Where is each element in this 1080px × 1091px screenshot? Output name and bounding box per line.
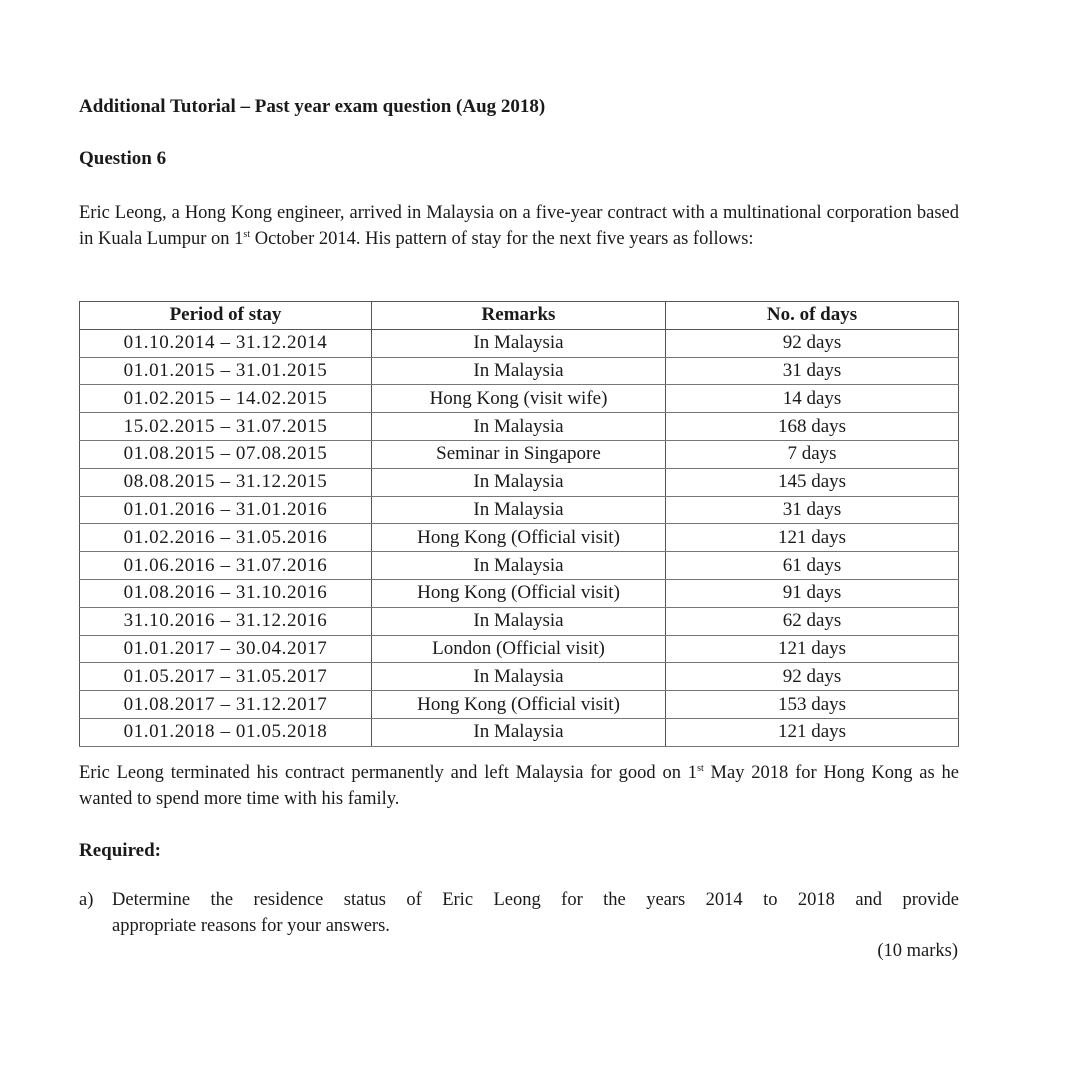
marks-label: (10 marks): [877, 941, 958, 961]
cell-days: 168 days: [666, 413, 959, 441]
closing-text-end: May 2018 for Hong Kong as he wanted to spend more time with his family.: [79, 763, 959, 809]
cell-period: 01.02.2015 – 14.02.2015: [80, 385, 372, 413]
cell-period: 01.01.2017 – 30.04.2017: [80, 635, 372, 663]
cell-period: 01.02.2016 – 31.05.2016: [80, 524, 372, 552]
cell-days: 31 days: [666, 357, 959, 385]
cell-days: 31 days: [666, 496, 959, 524]
closing-paragraph: [79, 760, 959, 812]
closing-ordinal-suffix: st: [697, 763, 704, 774]
cell-period: 01.10.2014 – 31.12.2014: [80, 329, 372, 357]
header-remarks: Remarks: [372, 302, 666, 330]
cell-period: 31.10.2016 – 31.12.2016: [80, 607, 372, 635]
cell-days: 121 days: [666, 524, 959, 552]
cell-period: 01.08.2017 – 31.12.2017: [80, 691, 372, 719]
table-header-row: [80, 302, 959, 330]
table-row: [80, 718, 959, 746]
cell-remarks: In Malaysia: [372, 357, 666, 385]
cell-days: 121 days: [666, 718, 959, 746]
part-a-label: a): [79, 890, 94, 910]
intro-text-end: October 2014. His pattern of stay for the next five years as follows:: [250, 229, 754, 249]
table-row: [80, 496, 959, 524]
table-row: [80, 579, 959, 607]
cell-remarks: Hong Kong (Official visit): [372, 579, 666, 607]
cell-remarks: In Malaysia: [372, 607, 666, 635]
cell-period: 01.01.2016 – 31.01.2016: [80, 496, 372, 524]
cell-remarks: Hong Kong (Official visit): [372, 524, 666, 552]
cell-days: 62 days: [666, 607, 959, 635]
cell-remarks: In Malaysia: [372, 413, 666, 441]
cell-remarks: London (Official visit): [372, 635, 666, 663]
cell-period: 08.08.2015 – 31.12.2015: [80, 468, 372, 496]
part-a: [79, 887, 959, 939]
table-row: [80, 413, 959, 441]
cell-period: 01.01.2015 – 31.01.2015: [80, 357, 372, 385]
header-days: No. of days: [666, 302, 959, 330]
cell-remarks: Hong Kong (Official visit): [372, 691, 666, 719]
cell-days: 92 days: [666, 329, 959, 357]
cell-days: 91 days: [666, 579, 959, 607]
part-a-line-2: appropriate reasons for your answers.: [112, 916, 390, 936]
cell-days: 14 days: [666, 385, 959, 413]
cell-period: 01.05.2017 – 31.05.2017: [80, 663, 372, 691]
cell-period: 01.06.2016 – 31.07.2016: [80, 552, 372, 580]
required-heading: Required:: [79, 840, 161, 861]
cell-remarks: In Malaysia: [372, 552, 666, 580]
cell-remarks: Hong Kong (visit wife): [372, 385, 666, 413]
cell-days: 145 days: [666, 468, 959, 496]
closing-text-start: Eric Leong terminated his contract permanently and left Malaysia for good on 1: [79, 763, 698, 783]
cell-days: 92 days: [666, 663, 959, 691]
table-row: [80, 385, 959, 413]
cell-remarks: In Malaysia: [372, 496, 666, 524]
cell-period: 01.01.2018 – 01.05.2018: [80, 718, 372, 746]
part-a-text: [112, 887, 959, 939]
cell-days: 7 days: [666, 440, 959, 468]
table-row: [80, 552, 959, 580]
table-body: [80, 329, 959, 746]
cell-remarks: In Malaysia: [372, 468, 666, 496]
cell-remarks: In Malaysia: [372, 718, 666, 746]
table-row: [80, 357, 959, 385]
cell-remarks: Seminar in Singapore: [372, 440, 666, 468]
cell-days: 61 days: [666, 552, 959, 580]
header-period: Period of stay: [80, 302, 372, 330]
cell-period: 01.08.2016 – 31.10.2016: [80, 579, 372, 607]
stay-table: [79, 301, 959, 747]
part-a-line-1: Determine the residence status of Eric Leong for the years 2014 to 2018 and provide: [112, 890, 959, 910]
question-heading: Question 6: [79, 148, 167, 169]
intro-paragraph: [79, 200, 959, 252]
table-row: [80, 635, 959, 663]
intro-ordinal-suffix: st: [243, 229, 251, 240]
table-row: [80, 468, 959, 496]
table-row: [80, 524, 959, 552]
cell-days: 153 days: [666, 691, 959, 719]
cell-period: 01.08.2015 – 07.08.2015: [80, 440, 372, 468]
table-row: [80, 691, 959, 719]
table-row: [80, 607, 959, 635]
table-row: [80, 663, 959, 691]
document-title: Additional Tutorial – Past year exam question (Aug 2018): [79, 96, 546, 117]
table-row: [80, 440, 959, 468]
cell-period: 15.02.2015 – 31.07.2015: [80, 413, 372, 441]
table-row: [80, 329, 959, 357]
cell-remarks: In Malaysia: [372, 329, 666, 357]
cell-remarks: In Malaysia: [372, 663, 666, 691]
intro-text-start: Eric Leong, a Hong Kong engineer, arrived in Malaysia on a five-year contract with a multinational corporation based in Kuala Lumpur on 1: [79, 203, 959, 249]
cell-days: 121 days: [666, 635, 959, 663]
